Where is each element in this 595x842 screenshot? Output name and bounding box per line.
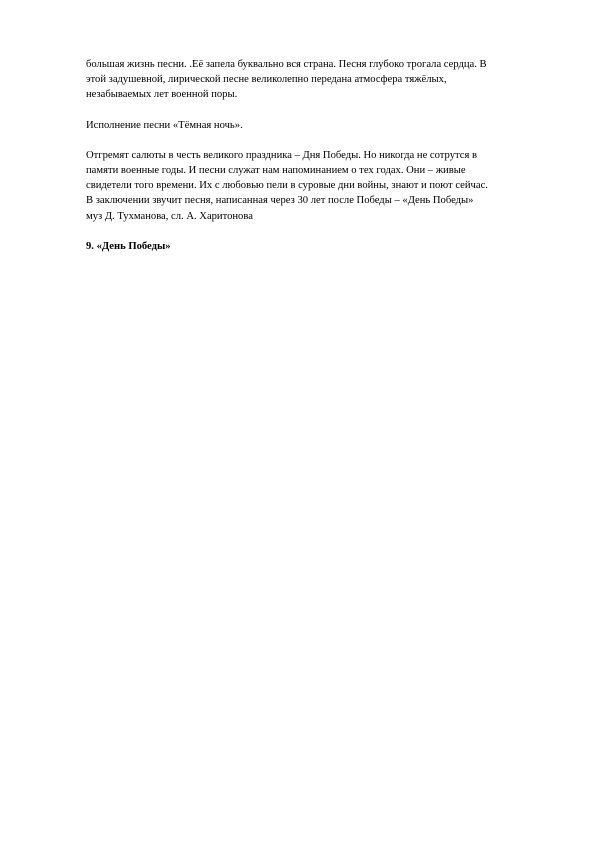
paragraph-performance-note bbox=[86, 118, 546, 133]
paragraph-spacer bbox=[86, 103, 546, 118]
text-line: муз Д. Тухманова, сл. А. Харитонова bbox=[86, 210, 253, 222]
document-body bbox=[86, 57, 546, 254]
paragraph-spacer bbox=[86, 133, 546, 148]
text-line: незабываемых лет военной поры. bbox=[86, 89, 238, 101]
heading-text: 9. «День Победы» bbox=[86, 240, 171, 252]
text-line: большая жизнь песни. .Её запела буквально вся страна. Песня глубоко трогала сердца. В bbox=[86, 59, 487, 70]
paragraph-song-description bbox=[86, 57, 546, 103]
paragraph-spacer bbox=[86, 224, 546, 239]
text-line: свидетели того времени. Их с любовью пели в суровые дни войны, знают и поют сейчас. bbox=[86, 180, 488, 192]
paragraph-closing-remarks bbox=[86, 148, 546, 224]
text-line: Отгремят салюты в честь великого праздника – Дня Победы. Но никогда не сотрутся в bbox=[86, 149, 477, 161]
text-line: В заключении звучит песня, написанная через 30 лет после Победы – «День Победы» bbox=[86, 195, 474, 207]
text-line: Исполнение песни «Тёмная ночь». bbox=[86, 119, 243, 131]
text-line: этой задушевной, лирической песне великолепно передана атмосфера тяжёлых, bbox=[86, 74, 447, 86]
text-line: памяти военные годы. И песни служат нам напоминанием о тех годах. Они – живые bbox=[86, 165, 466, 177]
section-heading bbox=[86, 239, 546, 254]
